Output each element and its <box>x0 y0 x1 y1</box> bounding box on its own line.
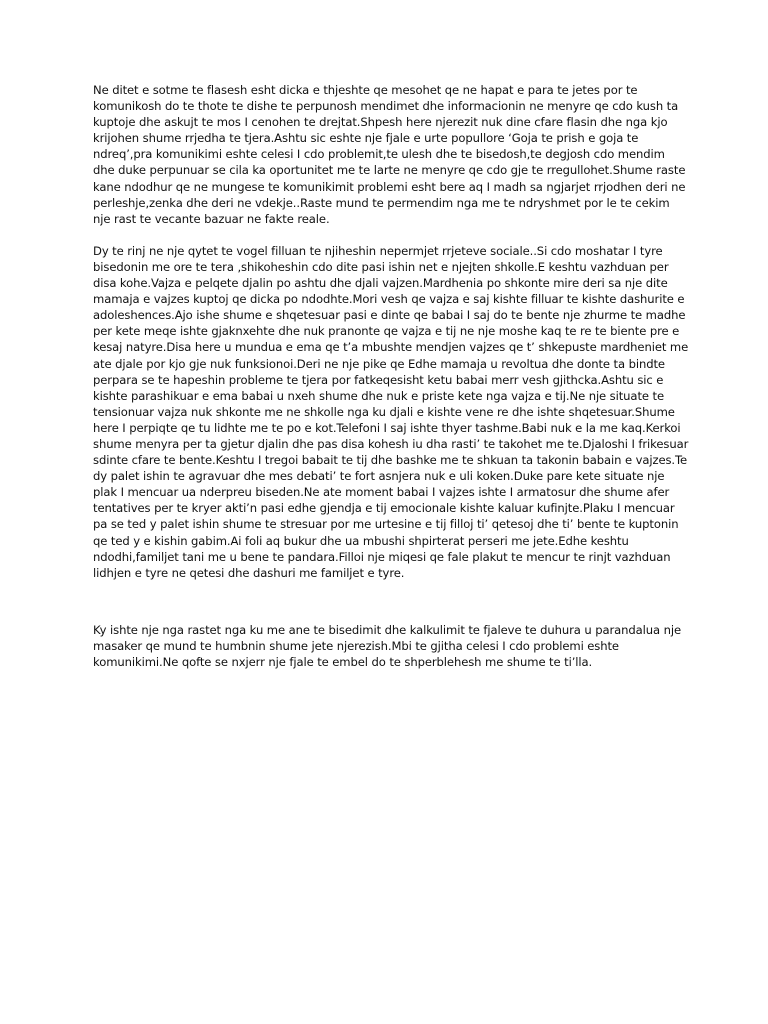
document-body <box>93 82 689 670</box>
paragraph-story: Dy te rinj ne nje qytet te vogel filluan te njiheshin nepermjet rrjeteve sociale..Si cdo moshatar I tyre bisedonin me ore te tera ,shikoheshin cdo dite pasi ishin net e njejten shkolle.E keshtu vazhduan per disa kohe.Vajza e pelqete djalin po ashtu dhe djali vajzen.Mardhenia po shkonte mire deri sa nje dite mamaja e vajzes kuptoj qe dicka po ndodhte.Mori vesh qe vajza e saj kishte filluar te kishte dashurite e adoleshences.Ajo ishe shume e shqetesuar pasi e dinte qe babai I saj do te bente nje zhurme te madhe per kete meqe ishte gjaknxehte dhe nuk pranonte qe vajza e tij ne nje moshe kaq te re te biente pre e kesaj natyre.Disa here u mundua e ema qe t’a mbushte mendjen vajzes qe t’ shkepuste mardheniet me ate djale por kjo gje nuk funksionoi.Deri ne nje pike qe Edhe mamaja u revoltua dhe donte ta bindte perpara se te hapeshin probleme te tjera por fatkeqesisht ketu babai merr vesh gjithcka.Ashtu sic e kishte parashikuar e ema babai u nxeh shume dhe nuk e priste kete nga vajza e tij.Ne nje situate te tensionuar vajza nuk shkonte me ne shkolle nga ku djali e kishte vene re dhe ishte shqetesuar.Shume here I perpiqte qe tu lidhte me te po e kot.Telefoni I saj ishte thyer tashme.Babi nuk e la me kaq.Kerkoi shume menyra per ta gjetur djalin dhe pas disa kohesh iu dha rasti’ te takohet me te.Djaloshi I frikesuar sdinte cfare te bente.Keshtu I tregoi babait te tij dhe bashke me te shkuan ta takonin babain e vajzes.Te dy palet ishin te agravuar dhe mes debati’ te fort asnjera nuk e uli koken.Duke pare kete situate nje plak I mencuar ua nderpreu biseden.Ne ate moment babai I vajzes ishte I armatosur dhe shume afer tentatives per te kryer akti’n pasi edhe gjendja e tij emocionale kishte kaluar kufinjte.Plaku I mencuar pa se ted y palet ishin shume te stresuar por me urtesine e tij filloj ti’ qetesoj dhe ti’ bente te kuptonin qe ted y e kishin gabim.Ai foli aq bukur dhe ua mbushi shpirterat perseri me jete.Edhe keshtu ndodhi,familjet tani me u bene te pandara.Filloi nje miqesi qe fale plakut te mencur te rinjt vazhduan lidhjen e tyre ne qetesi dhe dashuri me familjet e tyre. <box>93 243 689 580</box>
paragraph-conclusion: Ky ishte nje nga rastet nga ku me ane te bisedimit dhe kalkulimit te fjaleve te duhura u parandalua nje masaker qe mund te humbnin shume jete njerezish.Mbi te gjitha celesi I cdo problemi eshte komunikimi.Ne qofte se nxjerr nje fjale te embel do te shperblehesh me shume te ti’lla. <box>93 622 682 669</box>
paragraph-intro: Ne ditet e sotme te flasesh esht dicka e thjeshte qe mesohet qe ne hapat e para te jetes por te komunikosh do te thote te dishe te perpunosh mendimet dhe informacionin ne menyre qe cdo kush ta kuptoje dhe askujt te mos I cenohen te drejtat.Shpesh here njerezit nuk dine cfare flasin dhe nga kjo krijohen shume rrjedha te tjera.Ashtu sic eshte nje fjale e urte popullore ‘Goja te prish e goja te ndreq’,pra komunikimi eshte celesi I cdo problemit,te ulesh dhe te bisedosh,te degjosh cdo mendim dhe duke perpunuar se cila ka oportunitet me te larte ne menyre qe cdo gje te rregullohet.Shume raste kane ndodhur qe ne mungese te komunikimit problemi esht bere aq I madh sa ngjarjet rrjodhen deri ne perleshje,zenka dhe deri ne vdekje..Raste mund te permendim nga me te ndryshmet por le te cekim nje rast te vecante bazuar ne fakte reale. <box>93 83 686 226</box>
